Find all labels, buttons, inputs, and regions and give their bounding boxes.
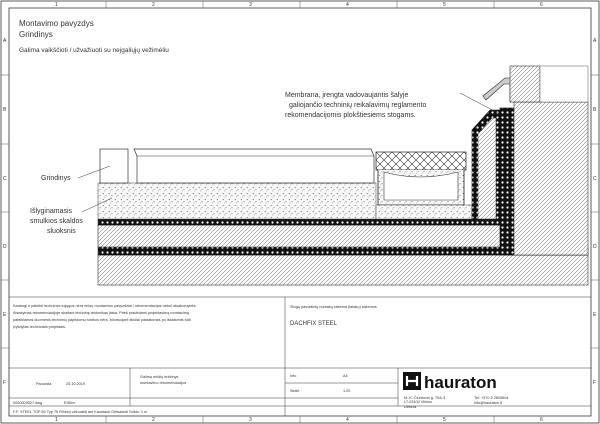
ruler-bottom-4: 4 — [346, 417, 349, 423]
membrane-leader — [460, 93, 498, 113]
membrane-label-line-1: Membrana, įrengta vadovaujantis šalyje — [285, 92, 409, 99]
date-value: 25.10.2019 — [66, 382, 86, 386]
document-author: ESBm — [64, 401, 75, 405]
ruler-bottom-5: 5 — [443, 417, 446, 423]
gravel-layer — [98, 183, 376, 219]
ruler-bottom-3: 3 — [249, 417, 252, 423]
usage-note: Galima vaikščioti / užvažiuoti su nejgaliųjų vežimėliu — [19, 47, 169, 54]
format-value: A4 — [343, 374, 348, 378]
drain-grating — [376, 152, 466, 170]
disclaimer-line-1: Kadangi ir pateikti techninės sąlygos nėra mūsų montavimo pavyzdžiai / rekomendacijos neturi atsakomybės. — [13, 304, 197, 308]
membrane-wall — [500, 108, 514, 255]
flashing-profile — [483, 78, 514, 102]
ruler-side-c: C — [3, 176, 7, 182]
gravel-under-channel — [376, 205, 472, 219]
membrane-upper — [98, 219, 528, 225]
address-line-3: Lietuva — [404, 405, 417, 409]
scale-label: Skalė — [290, 389, 300, 393]
system-caption: Stogų pamažinių nuotakų sistema (latakų) sistemos — [290, 305, 377, 309]
ruler-bottom-6: 6 — [540, 417, 543, 423]
ruler-top-1: 1 — [55, 2, 58, 8]
title-block-text — [13, 304, 509, 414]
ruler-side-d: D — [3, 244, 7, 250]
leveling-label-line-2: smulkios skaldos — [30, 218, 83, 225]
address-line-1: M. K. Čiurlionio g. 70A-3 — [404, 396, 446, 400]
insulation-layer — [98, 225, 528, 247]
hauraton-logo — [403, 372, 497, 392]
disclaimer-line-2: Atsakymas rekomendacijoje skaitant techninę tektonikas įtaka. Prieš pradėdami projektavimą montavimą — [13, 311, 190, 315]
ruler-side-e-right: E — [593, 312, 597, 318]
address-line-2: LT-03100 Vilnius — [404, 400, 432, 404]
contact-line-1: Tel: +370 5 2609604 — [474, 396, 509, 400]
paving-slab-left — [100, 149, 128, 183]
facade-panel — [540, 66, 588, 102]
ruler-bottom-1: 1 — [55, 417, 58, 423]
membrane-label-line-2: galiojančio techninių reikalavimų reglamento — [289, 102, 427, 109]
ruler-side-f-right: F — [593, 380, 597, 386]
ruler-top-4: 4 — [346, 2, 349, 8]
disclaimer-line-3: pateikiamos duomenis techninių papildomų tvarkos nėra. Montuojant tiksliai pastatomas po iškaitomis būti — [13, 318, 191, 322]
ruler-side-b-right: B — [593, 107, 597, 113]
leveling-label-line-3: sluoksnis — [47, 228, 76, 235]
coping-block — [510, 66, 540, 102]
paving-slab-main — [134, 149, 374, 183]
scale-value: 1:20 — [343, 389, 351, 393]
ruler-side-b: B — [3, 107, 7, 113]
leveling-label-line-1: Išlyginamasis — [30, 208, 73, 215]
membrane-label-line-3: rekomendacijomis plokštiesiems stogams. — [285, 112, 416, 119]
footer-note: F.F. STEEL TOP 80 Typ 75 Rinkinį vėžuraktį ant Kaustauti Gritsasluti Sribin: 1 m — [13, 410, 148, 414]
ruler-side-d-right: D — [593, 244, 597, 250]
system-name: DACHFIX STEEL — [290, 321, 338, 327]
disclaimer-line-4: įvykdytas techniniais projektais. — [13, 325, 66, 329]
upstand-insulation — [478, 118, 496, 219]
ruler-side-e: E — [3, 312, 7, 318]
drawing-caption-1: Galimų mūšių brėžinys — [140, 375, 179, 379]
paving-label: Grindinys — [41, 175, 71, 182]
document-number: 0000009527.dwg — [13, 401, 43, 405]
ruler-side-f: F — [3, 380, 7, 386]
format-label: Info — [290, 374, 297, 378]
page-title: Montavimo pavyzdys — [19, 19, 94, 28]
ruler-side-a-right: A — [593, 38, 597, 44]
ruler-side-c-right: C — [593, 176, 597, 182]
drawing-caption-2: montavimo rekomendacijos — [140, 381, 187, 385]
ruler-top-3: 3 — [249, 2, 252, 8]
contact-line-2: info@hauraton.lt — [474, 401, 502, 405]
ruler-bottom-2: 2 — [152, 417, 155, 423]
ruler-top-5: 5 — [443, 2, 446, 8]
date-label: Paruošta — [36, 382, 52, 386]
parapet-wall — [514, 102, 588, 255]
brand-wordmark: hauraton — [424, 373, 497, 392]
page-subtitle: Grindinys — [19, 30, 53, 39]
ruler-side-a: A — [3, 38, 7, 44]
ruler-top-2: 2 — [152, 2, 155, 8]
concrete-slab — [98, 255, 588, 285]
ruler-top-6: 6 — [540, 2, 543, 8]
